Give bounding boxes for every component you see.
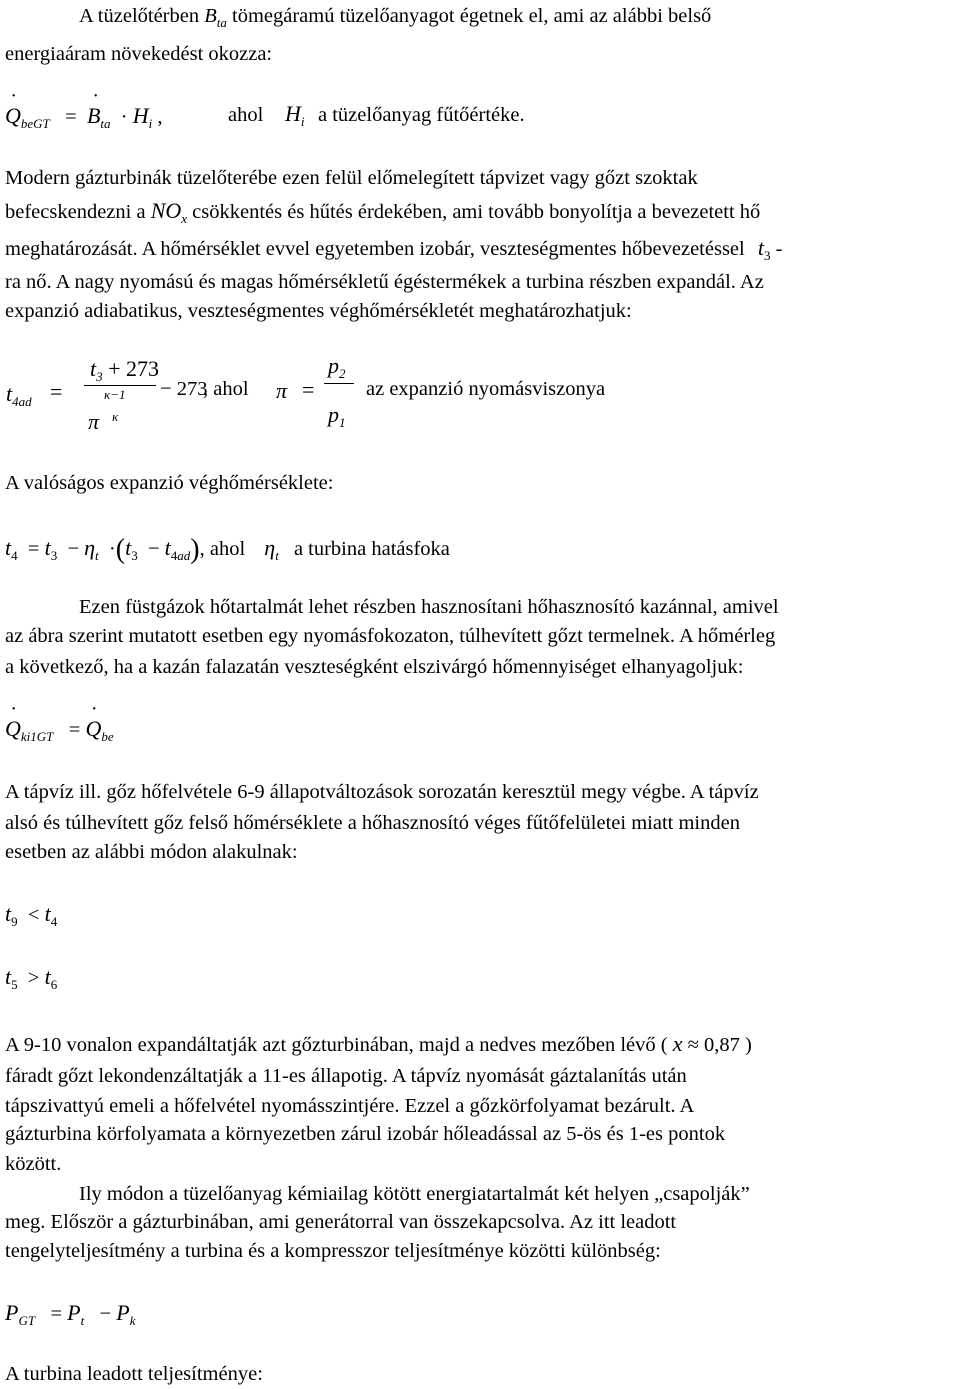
p2-line3: meghatározását. A hőmérséklet evvel egyetemben izobár, veszteségmentes hőbevezetéssel $t_3$ - — [5, 235, 783, 263]
p6-line4: gázturbina körfolyamata a környezetben zárul izobár hőleadással az 5-ös és 1-es pontok — [5, 1123, 726, 1145]
p7-line1: Ily módon a tüzelőanyag kémiailag kötött energiatartalmát két helyen „csapolják” — [79, 1183, 750, 1205]
p6-line1: A 9-10 vonalon expandáltatják azt gőzturbinában, majd a nedves mezőben lévő ( x ≈ 0,87 ) — [5, 1031, 752, 1056]
p6-line5: között. — [5, 1153, 62, 1175]
p5-line2: alsó és túlhevített gőz felső hőmérséklete a hőhasznosító véges fűtőfelületei miatt minden — [5, 812, 740, 834]
equation-heat-input: ˙ $Q_{beGT}$ = ˙ $B_{ta} \cdot H_i$ , — [5, 105, 163, 128]
p4-line3: a következő, ha a kazán falazatán veszteségként elszivárgó hőmennyiséget elhanyagoljuk: — [5, 656, 744, 678]
fuel-flow-symbol: ˙ $B_{ta}$ — [204, 6, 227, 27]
p2-line5: expanzió adiabatikus, veszteségmentes véghőmérsékletét meghatározhatjuk: — [5, 300, 632, 322]
p5-line1: A tápvíz ill. gőz hőfelvétele 6-9 állapotváltozások sorozatán keresztül megy végbe. A tápvíz — [5, 781, 759, 803]
p6-line2: fáradt gőzt lekondenzáltatják a 11-es állapotig. A tápvíz nyomását gáztalanítás után — [5, 1065, 687, 1087]
p7-line2: meg. Először a gázturbinában, ami generátorral van összekapcsolva. Az itt leadott — [5, 1211, 677, 1233]
p8-line1: A turbina leadott teljesítménye: — [5, 1363, 263, 1385]
p3-line1: A valóságos expanzió véghőmérséklete: — [5, 472, 334, 494]
eq1-ahol: ahol — [228, 104, 264, 126]
p2-line2: befecskendezni a $NO_x$ csökkentés és hűtés érdekében, ami tovább bonyolítja a bevezetett hő — [5, 198, 761, 226]
p2-line1: Modern gázturbinák tüzelőterébe ezen felül előmelegített tápvizet vagy gőzt szoktak — [5, 167, 698, 189]
equation-real-temperature: $t_4 = t_3 - \eta_t \cdot(t_3 - t_{4ad})$, ahol $\eta_t$ a turbina hatásfoka — [5, 534, 450, 565]
eq2-desc: az expanzió nyomásviszonya — [366, 378, 606, 400]
eq1-symbol: $H_i$ — [285, 101, 305, 129]
eq1-desc: a tüzelőanyag fűtőértéke. — [318, 104, 525, 126]
equation-heat-balance: ˙ $Q_{ki1GT}$ = ˙ $Q_{be}$ — [5, 718, 114, 741]
p6-line3: tápszivattyú emeli a hőfelvétel nyomásszintjére. Ezzel a gőzkörfolyamat bezárult. A — [5, 1095, 695, 1117]
p7-line3: tengelyteljesítmény a turbina és a kompresszor teljesítménye közötti különbség: — [5, 1240, 661, 1262]
p4-line2: az ábra szerint mutatott esetben egy nyomásfokozaton, túlhevített gőzt termelnek. A hőmérleg — [5, 625, 776, 647]
inequality-t9-t4: $t_9 < t_4$ — [5, 901, 58, 929]
p1-line2: energiaáram növekedést okozza: — [5, 43, 273, 65]
p2-line4: ra nő. A nagy nyomású és magas hőmérsékletű égéstermékek a turbina részben expandál. Az — [5, 271, 764, 293]
inequality-t5-t6: $t_5 > t_6$ — [5, 964, 58, 992]
equation-gas-turbine-power: $P_{GT} = P_t - P_k$ — [5, 1300, 136, 1328]
p1-line1: A tüzelőtérben ˙ $B_{ta}$ tömegáramú tüzelőanyagot égetnek el, ami az alábbi belső — [79, 6, 711, 27]
p4-line1: Ezen füstgázok hőtartalmát lehet részben hasznosítani hőhasznosító kazánnal, amivel — [79, 596, 779, 618]
p5-line3: esetben az alábbi módon alakulnak: — [5, 841, 298, 863]
